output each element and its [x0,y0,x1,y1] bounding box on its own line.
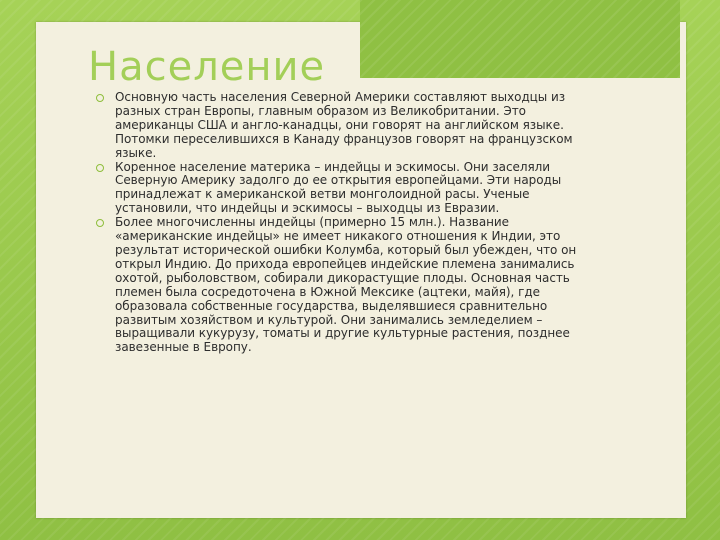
slide-title: Население [88,44,326,90]
bullet-item [96,161,594,217]
bullet-list [96,91,594,355]
circle-bullet-icon [96,219,104,227]
circle-bullet-icon [96,94,104,102]
circle-bullet-icon [96,164,104,172]
bullet-text: Более многочисленны индейцы (примерно 15 млн.). Название «американские индейцы» не имеет никакого отношения к Индии, это результат исторической ошибки Колумба, который был убежден, что он открыл Индию. До прихода европейцев индейские племена занимались охотой, рыболовством, собирали дикорастущие плоды. Основная часть племен была сосредоточена в Южной Мексике (ацтеки, майя), где образовала собственные государства, выделявшиеся сравнительно развитым хозяйством и культурой. Они занимались земледелием – выращивали кукурузу, томаты и другие культурные растения, позднее завезенные в Европу. [115,215,577,355]
bullet-item [96,91,594,161]
bullet-item [96,216,594,355]
bullet-text: Коренное население материка – индейцы и эскимосы. Они заселяли Северную Америку задолго до ее открытия европейцами. Эти народы принадлежат к американской ветви монголоидной расы. Ученые установили, что индейцы и эскимосы – выходцы из Евразии. [115,159,562,216]
bullet-text: Основную часть населения Северной Америки составляют выходцы из разных стран Европы, главным образом из Великобритании. Это американцы США и англо-канадцы, они говорят на английском языке. Потомки переселившихся в Канаду французов говорят на французском языке. [115,90,573,160]
decorative-corner-block [360,0,680,78]
